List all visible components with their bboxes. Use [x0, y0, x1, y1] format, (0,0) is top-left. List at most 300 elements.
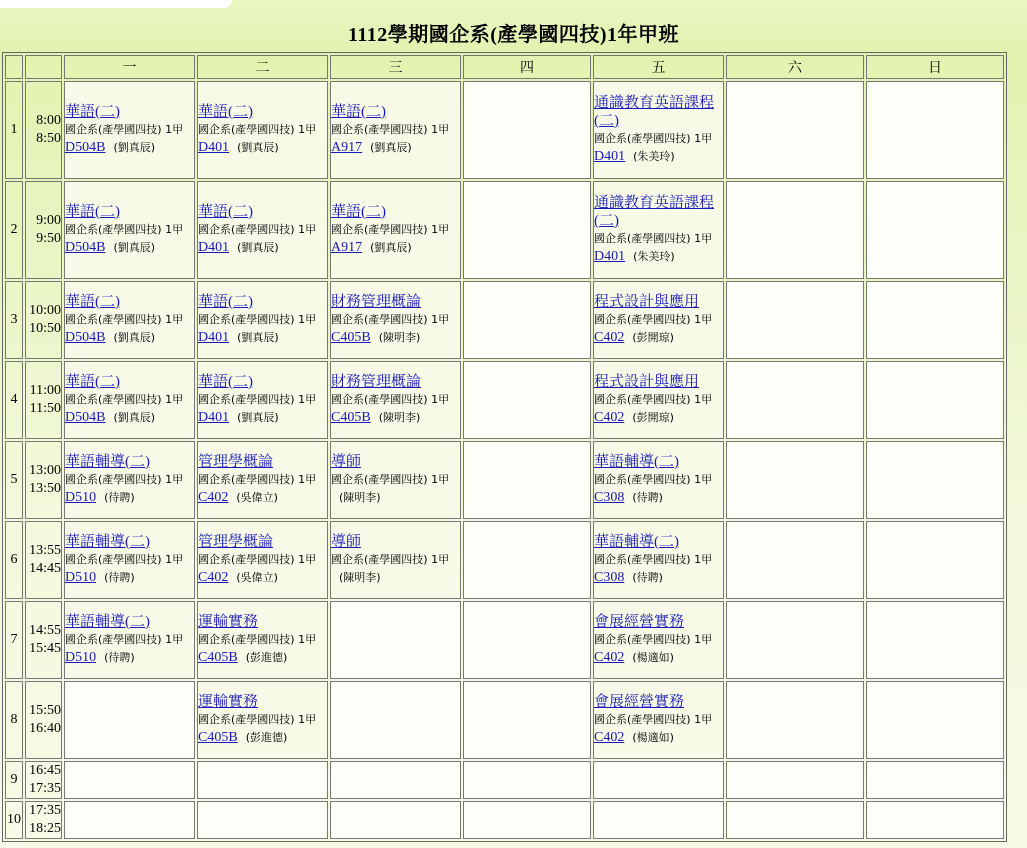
- room-link[interactable]: C405B: [331, 330, 371, 345]
- course-link[interactable]: 華語(二): [65, 294, 120, 310]
- class-label: 國企系(產學國四技) 1甲: [65, 393, 184, 406]
- teacher-name: (吳偉立): [236, 491, 278, 504]
- room-link[interactable]: C402: [594, 410, 625, 425]
- empty-cell: [866, 81, 1004, 179]
- class-label: 國企系(產學國四技) 1甲: [594, 393, 713, 406]
- period-number: 1: [5, 81, 23, 179]
- class-label: 國企系(產學國四技) 1甲: [198, 713, 317, 726]
- empty-cell: [866, 441, 1004, 519]
- empty-cell: [866, 361, 1004, 439]
- class-label: 國企系(產學國四技) 1甲: [65, 553, 184, 566]
- period-time: [25, 361, 62, 439]
- teacher-name: (陳明李): [378, 411, 421, 424]
- room-link[interactable]: D504B: [65, 240, 106, 255]
- course-cell: [64, 601, 195, 679]
- course-cell: [593, 281, 724, 359]
- day-header: 六: [726, 55, 864, 79]
- course-title: [331, 453, 460, 471]
- empty-cell: [726, 281, 864, 359]
- class-label: 國企系(產學國四技) 1甲: [331, 313, 450, 326]
- class-label: 國企系(產學國四技) 1甲: [594, 473, 713, 486]
- course-link[interactable]: 管理學概論: [198, 534, 274, 550]
- teacher-name: (劉真辰): [370, 141, 412, 154]
- teacher-name: (待聘): [104, 491, 135, 504]
- class-label: 國企系(產學國四技) 1甲: [65, 633, 184, 646]
- course-cell: [593, 361, 724, 439]
- course-link[interactable]: 華語輔導(二): [65, 534, 150, 550]
- room-teacher-line: [594, 568, 723, 587]
- room-link[interactable]: D504B: [65, 410, 106, 425]
- course-cell: [64, 441, 195, 519]
- period-number: 4: [5, 361, 23, 439]
- room-link[interactable]: C402: [594, 330, 625, 345]
- course-cell: [64, 361, 195, 439]
- empty-cell: [726, 441, 864, 519]
- teacher-name: (待聘): [632, 491, 663, 504]
- course-title: [198, 103, 327, 121]
- course-cell: [330, 441, 461, 519]
- course-title: [594, 194, 723, 230]
- empty-cell: [866, 281, 1004, 359]
- course-link[interactable]: 華語(二): [331, 204, 386, 220]
- day-header: 一: [64, 55, 195, 79]
- teacher-name: (劉真辰): [237, 331, 279, 344]
- room-teacher-line: [594, 728, 723, 747]
- room-teacher-line: [65, 648, 194, 667]
- day-header: 二: [197, 55, 328, 79]
- room-teacher-line: [198, 138, 327, 157]
- teacher-name: (陳明李): [339, 491, 381, 504]
- course-cell: [64, 81, 195, 179]
- teacher-name: (陳明李): [378, 331, 421, 344]
- timetable: [2, 52, 1007, 842]
- teacher-name: (劉真辰): [237, 411, 279, 424]
- course-title: [65, 203, 194, 221]
- period-number: 8: [5, 681, 23, 759]
- course-cell: [64, 281, 195, 359]
- class-label: 國企系(產學國四技) 1甲: [198, 123, 317, 136]
- period-end: 14:45: [29, 561, 61, 576]
- course-link[interactable]: 財務管理概論: [331, 294, 422, 310]
- course-title: [198, 453, 327, 471]
- course-cell: [197, 81, 328, 179]
- class-label: 國企系(產學國四技) 1甲: [198, 473, 317, 486]
- room-teacher-line: [331, 488, 460, 507]
- class-label: 國企系(產學國四技) 1甲: [594, 313, 713, 326]
- empty-cell: [463, 761, 591, 799]
- room-link[interactable]: C308: [594, 570, 625, 585]
- course-cell: [593, 681, 724, 759]
- course-cell: [330, 81, 461, 179]
- room-link[interactable]: D510: [65, 490, 97, 505]
- period-start: 13:55: [29, 543, 61, 558]
- class-label: 國企系(產學國四技) 1甲: [594, 553, 713, 566]
- room-teacher-line: [65, 138, 194, 157]
- teacher-name: (彭開琼): [632, 411, 674, 424]
- course-cell: [593, 181, 724, 279]
- empty-cell: [330, 681, 461, 759]
- period-row: [5, 521, 1004, 599]
- course-title: [594, 373, 723, 391]
- room-teacher-line: [65, 328, 194, 347]
- room-link[interactable]: C402: [594, 730, 625, 745]
- course-link[interactable]: 管理學概論: [198, 454, 274, 470]
- course-cell: [197, 361, 328, 439]
- teacher-name: (劉真辰): [370, 241, 412, 254]
- class-label: 國企系(產學國四技) 1甲: [594, 713, 713, 726]
- empty-cell: [463, 681, 591, 759]
- empty-cell: [64, 761, 195, 799]
- course-title: [331, 103, 460, 121]
- course-link[interactable]: 華語(二): [65, 104, 120, 120]
- course-link[interactable]: 華語輔導(二): [594, 534, 679, 550]
- teacher-name: (楊適如): [632, 651, 674, 664]
- empty-cell: [726, 181, 864, 279]
- course-title: [198, 203, 327, 221]
- period-start: 8:00: [36, 113, 61, 128]
- period-number: 3: [5, 281, 23, 359]
- empty-cell: [866, 181, 1004, 279]
- course-title: [65, 293, 194, 311]
- period-number: 5: [5, 441, 23, 519]
- period-time: [25, 521, 62, 599]
- period-end: 18:25: [29, 821, 61, 836]
- class-label: 國企系(產學國四技) 1甲: [331, 223, 450, 236]
- course-cell: [197, 281, 328, 359]
- class-label: 國企系(產學國四技) 1甲: [65, 313, 184, 326]
- period-row: [5, 281, 1004, 359]
- period-start: 15:50: [29, 703, 61, 718]
- teacher-name: (劉真辰): [237, 141, 279, 154]
- course-link[interactable]: 華語(二): [65, 374, 120, 390]
- teacher-name: (待聘): [632, 571, 663, 584]
- room-teacher-line: [594, 648, 723, 667]
- room-link[interactable]: C405B: [198, 650, 238, 665]
- course-cell: [197, 181, 328, 279]
- empty-cell: [463, 361, 591, 439]
- course-cell: [330, 281, 461, 359]
- room-teacher-line: [65, 408, 194, 427]
- course-title: [331, 203, 460, 221]
- period-start: 11:00: [29, 383, 61, 398]
- period-start: 16:45: [29, 763, 61, 778]
- course-cell: [64, 521, 195, 599]
- course-link[interactable]: 華語(二): [65, 204, 120, 220]
- class-label: 國企系(產學國四技) 1甲: [594, 232, 713, 245]
- room-link[interactable]: D401: [198, 140, 230, 155]
- course-title: [65, 453, 194, 471]
- course-link[interactable]: 會展經營實務: [594, 694, 685, 710]
- course-link[interactable]: 導師: [331, 534, 362, 550]
- room-teacher-line: [65, 488, 194, 507]
- class-label: 國企系(產學國四技) 1甲: [331, 123, 450, 136]
- header-blank-time: [25, 55, 62, 79]
- period-end: 10:50: [29, 321, 61, 336]
- empty-cell: [330, 601, 461, 679]
- class-label: 國企系(產學國四技) 1甲: [198, 313, 317, 326]
- room-link[interactable]: C402: [198, 490, 229, 505]
- page-title: 1112學期國企系(產學國四技)1年甲班: [347, 24, 680, 46]
- period-start: 9:00: [36, 213, 61, 228]
- class-label: 國企系(產學國四技) 1甲: [331, 393, 450, 406]
- course-cell: [330, 361, 461, 439]
- empty-cell: [866, 761, 1004, 799]
- course-title: [594, 613, 723, 631]
- course-cell: [593, 441, 724, 519]
- day-header: 三: [330, 55, 461, 79]
- course-cell: [197, 441, 328, 519]
- room-teacher-line: [331, 568, 460, 587]
- course-title: [594, 533, 723, 551]
- empty-cell: [726, 681, 864, 759]
- period-row: [5, 361, 1004, 439]
- room-teacher-line: [594, 147, 723, 166]
- room-link[interactable]: C308: [594, 490, 625, 505]
- room-teacher-line: [331, 138, 460, 157]
- class-label: 國企系(產學國四技) 1甲: [65, 223, 184, 236]
- room-teacher-line: [65, 238, 194, 257]
- period-number: 2: [5, 181, 23, 279]
- class-label: 國企系(產學國四技) 1甲: [594, 633, 713, 646]
- room-teacher-line: [331, 408, 460, 427]
- empty-cell: [64, 681, 195, 759]
- room-teacher-line: [198, 408, 327, 427]
- class-label: 國企系(產學國四技) 1甲: [594, 132, 713, 145]
- empty-cell: [726, 361, 864, 439]
- empty-cell: [593, 761, 724, 799]
- room-teacher-line: [594, 247, 723, 266]
- course-title: [198, 293, 327, 311]
- period-row: [5, 681, 1004, 759]
- teacher-name: (劉真辰): [113, 241, 156, 254]
- course-link[interactable]: 華語輔導(二): [65, 454, 150, 470]
- class-label: 國企系(產學國四技) 1甲: [65, 473, 184, 486]
- course-cell: [197, 521, 328, 599]
- room-teacher-line: [198, 728, 327, 747]
- class-label: 國企系(產學國四技) 1甲: [65, 123, 184, 136]
- course-link[interactable]: 華語(二): [198, 374, 253, 390]
- empty-cell: [866, 801, 1004, 839]
- period-number: 10: [5, 801, 23, 839]
- empty-cell: [593, 801, 724, 839]
- course-title: [198, 533, 327, 551]
- empty-cell: [726, 521, 864, 599]
- class-label: 國企系(產學國四技) 1甲: [198, 223, 317, 236]
- header-blank-num: [5, 55, 23, 79]
- period-time: [25, 281, 62, 359]
- period-end: 8:50: [36, 131, 61, 146]
- empty-cell: [726, 81, 864, 179]
- course-cell: [197, 601, 328, 679]
- top-tab-decoration: [0, 0, 232, 8]
- period-time: [25, 81, 62, 179]
- room-teacher-line: [594, 488, 723, 507]
- period-start: 10:00: [29, 303, 61, 318]
- teacher-name: (吳偉立): [236, 571, 278, 584]
- period-row: [5, 801, 1004, 839]
- course-title: [331, 533, 460, 551]
- course-link[interactable]: 通識教育英語課程(二): [594, 195, 715, 229]
- empty-cell: [330, 801, 461, 839]
- teacher-name: (劉真辰): [237, 241, 279, 254]
- period-end: 15:45: [29, 641, 61, 656]
- teacher-name: (劉真辰): [113, 411, 156, 424]
- course-cell: [197, 681, 328, 759]
- empty-cell: [330, 761, 461, 799]
- room-link[interactable]: D401: [198, 330, 230, 345]
- class-label: 國企系(產學國四技) 1甲: [198, 393, 317, 406]
- empty-cell: [866, 601, 1004, 679]
- empty-cell: [197, 761, 328, 799]
- empty-cell: [463, 281, 591, 359]
- course-link[interactable]: 程式設計與應用: [594, 294, 700, 310]
- period-row: [5, 81, 1004, 179]
- course-title: [65, 103, 194, 121]
- room-link[interactable]: D401: [198, 410, 230, 425]
- teacher-name: (劉真辰): [113, 141, 156, 154]
- period-end: 17:35: [29, 781, 61, 796]
- period-end: 11:50: [29, 401, 61, 416]
- class-label: 國企系(產學國四技) 1甲: [198, 633, 317, 646]
- day-header: 五: [593, 55, 724, 79]
- room-link[interactable]: A917: [331, 240, 363, 255]
- course-title: [594, 293, 723, 311]
- room-link[interactable]: D401: [198, 240, 230, 255]
- room-teacher-line: [198, 568, 327, 587]
- class-label: 國企系(產學國四技) 1甲: [198, 553, 317, 566]
- room-teacher-line: [198, 648, 327, 667]
- empty-cell: [866, 521, 1004, 599]
- course-title: [198, 693, 327, 711]
- course-title: [594, 453, 723, 471]
- room-teacher-line: [594, 408, 723, 427]
- teacher-name: (彭進德): [245, 651, 288, 664]
- course-title: [594, 693, 723, 711]
- room-link[interactable]: C402: [198, 570, 229, 585]
- empty-cell: [726, 801, 864, 839]
- period-end: 13:50: [29, 481, 61, 496]
- teacher-name: (彭進德): [245, 731, 288, 744]
- room-teacher-line: [198, 238, 327, 257]
- course-cell: [593, 601, 724, 679]
- period-time: [25, 801, 62, 839]
- course-title: [198, 613, 327, 631]
- period-row: [5, 181, 1004, 279]
- course-title: [331, 373, 460, 391]
- empty-cell: [463, 81, 591, 179]
- room-link[interactable]: D510: [65, 650, 97, 665]
- teacher-name: (陳明李): [339, 571, 381, 584]
- teacher-name: (朱美玲): [633, 150, 675, 163]
- course-link[interactable]: 華語(二): [198, 294, 253, 310]
- course-cell: [593, 521, 724, 599]
- course-link[interactable]: 華語輔導(二): [594, 454, 679, 470]
- room-link[interactable]: D401: [594, 249, 626, 264]
- course-link[interactable]: 導師: [331, 454, 362, 470]
- course-link[interactable]: 程式設計與應用: [594, 374, 700, 390]
- period-time: [25, 181, 62, 279]
- empty-cell: [463, 181, 591, 279]
- room-teacher-line: [65, 568, 194, 587]
- room-teacher-line: [331, 328, 460, 347]
- course-title: [65, 373, 194, 391]
- period-row: [5, 441, 1004, 519]
- empty-cell: [197, 801, 328, 839]
- room-link[interactable]: C402: [594, 650, 625, 665]
- period-time: [25, 601, 62, 679]
- empty-cell: [463, 601, 591, 679]
- teacher-name: (待聘): [104, 651, 135, 664]
- room-teacher-line: [331, 238, 460, 257]
- empty-cell: [463, 801, 591, 839]
- empty-cell: [726, 761, 864, 799]
- period-time: [25, 761, 62, 799]
- course-cell: [330, 181, 461, 279]
- course-link[interactable]: 通識教育英語課程(二): [594, 95, 715, 129]
- period-row: [5, 761, 1004, 799]
- period-time: [25, 441, 62, 519]
- teacher-name: (楊適如): [632, 731, 674, 744]
- course-link[interactable]: 運輸實務: [198, 614, 259, 630]
- course-link[interactable]: 華語輔導(二): [65, 614, 150, 630]
- room-link[interactable]: D504B: [65, 140, 106, 155]
- room-teacher-line: [198, 328, 327, 347]
- course-link[interactable]: 運輸實務: [198, 694, 259, 710]
- course-title: [331, 293, 460, 311]
- teacher-name: (待聘): [104, 571, 135, 584]
- course-link[interactable]: 會展經營實務: [594, 614, 685, 630]
- course-title: [594, 94, 723, 130]
- room-link[interactable]: D510: [65, 570, 97, 585]
- course-link[interactable]: 華語(二): [198, 104, 253, 120]
- period-time: [25, 681, 62, 759]
- period-start: 17:35: [29, 803, 61, 818]
- teacher-name: (彭開琼): [632, 331, 674, 344]
- header-row: [5, 55, 1004, 79]
- period-start: 13:00: [29, 463, 61, 478]
- class-label: 國企系(產學國四技) 1甲: [331, 553, 450, 566]
- empty-cell: [866, 681, 1004, 759]
- course-cell: [330, 521, 461, 599]
- course-cell: [593, 81, 724, 179]
- course-title: [198, 373, 327, 391]
- empty-cell: [64, 801, 195, 839]
- empty-cell: [463, 441, 591, 519]
- course-link[interactable]: 華語(二): [331, 104, 386, 120]
- empty-cell: [726, 601, 864, 679]
- period-number: 7: [5, 601, 23, 679]
- period-number: 6: [5, 521, 23, 599]
- room-link[interactable]: D504B: [65, 330, 106, 345]
- period-start: 14:55: [29, 623, 61, 638]
- course-title: [65, 533, 194, 551]
- period-row: [5, 601, 1004, 679]
- course-link[interactable]: 財務管理概論: [331, 374, 422, 390]
- room-link[interactable]: D401: [594, 149, 626, 164]
- course-title: [65, 613, 194, 631]
- room-teacher-line: [198, 488, 327, 507]
- room-link[interactable]: A917: [331, 140, 363, 155]
- empty-cell: [463, 521, 591, 599]
- day-header: 四: [463, 55, 591, 79]
- teacher-name: (劉真辰): [113, 331, 156, 344]
- period-number: 9: [5, 761, 23, 799]
- period-end: 16:40: [29, 721, 61, 736]
- course-link[interactable]: 華語(二): [198, 204, 253, 220]
- room-link[interactable]: C405B: [198, 730, 238, 745]
- room-link[interactable]: C405B: [331, 410, 371, 425]
- class-label: 國企系(產學國四技) 1甲: [331, 473, 450, 486]
